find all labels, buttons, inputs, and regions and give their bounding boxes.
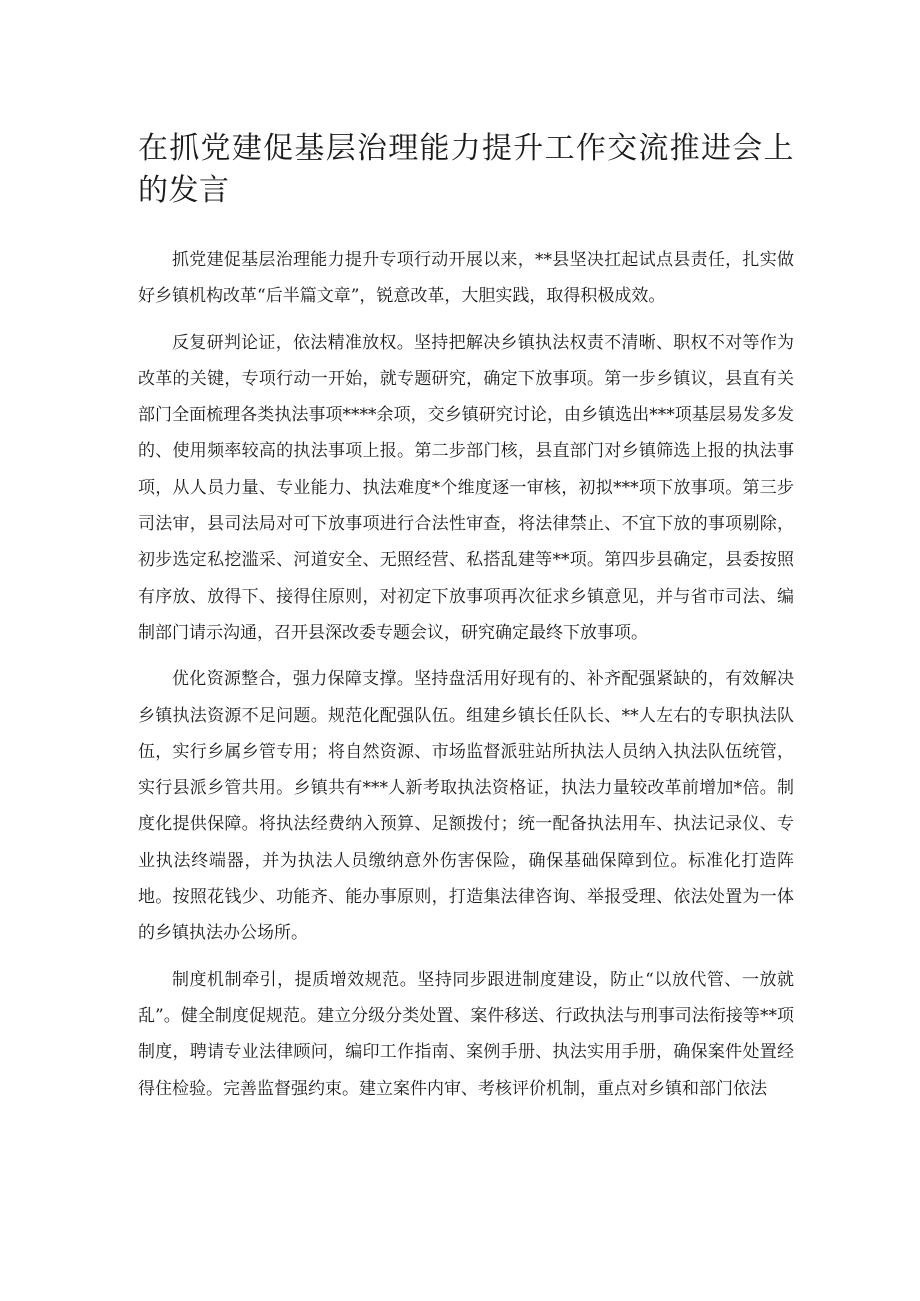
document-title: 在抓党建促基层治理能力提升工作交流推进会上的发言 xyxy=(138,131,794,208)
document-page xyxy=(138,128,794,1117)
paragraph: 反复研判论证，依法精准放权。坚持把解决乡镇执法权责不清晰、职权不对等作为改革的关键，专项行动一开始，就专题研究，确定下放事项。第一步乡镇议，县直有关部门全面梳理各类执法事项****余项，交乡镇研究讨论，由乡镇选出***项基层易发多发的、使用频率较高的执法事项上报。第二步部门核，县直部门对乡镇筛选上报的执法事项，从人员力量、专业能力、执法难度*个维度逐一审核，初拟***项下放事项。第三步司法审，县司法局对可下放事项进行合法性审查，将法律禁止、不宜下放的事项剔除，初步选定私挖滥采、河道安全、无照经营、私搭乱建等**项。第四步县确定，县委按照有序放、放得下、接得住原则，对初定下放事项再次征求乡镇意见，并与省市司法、编制部门请示沟通，召开县深改委专题会议，研究确定最终下放事项。 xyxy=(138,332,794,643)
paragraph: 抓党建促基层治理能力提升专项行动开展以来，**县坚决扛起试点县责任，扎实做好乡镇机构改革“后半篇文章”，锐意改革，大胆实践，取得积极成效。 xyxy=(138,250,794,307)
paragraph: 制度机制牵引，提质增效规范。坚持同步跟进制度建设，防止“以放代管、一放就乱”。健全制度促规范。建立分级分类处置、案件移送、行政执法与刑事司法衔接等**项制度，聘请专业法律顾问，编印工作指南、案例手册、执法实用手册，确保案件处置经得住检验。完善监督强约束。建立案件内审、考核评价机制，重点对乡镇和部门依法 xyxy=(138,969,794,1099)
paragraph: 优化资源整合，强力保障支撑。坚持盘活用好现有的、补齐配强紧缺的，有效解决乡镇执法资源不足问题。规范化配强队伍。组建乡镇长任队长、**人左右的专职执法队伍，实行乡属乡管专用；将自然资源、市场监督派驻站所执法人员纳入执法队伍统管，实行县派乡管共用。乡镇共有***人新考取执法资格证，执法力量较改革前增加*倍。制度化提供保障。将执法经费纳入预算、足额拨付；统一配备执法用车、执法记录仪、专业执法终端器，并为执法人员缴纳意外伤害保险，确保基础保障到位。标准化打造阵地。按照花钱少、功能齐、能办事原则，打造集法律咨询、举报受理、依法处置为一体的乡镇执法办公场所。 xyxy=(138,669,794,944)
document-body xyxy=(138,242,794,1107)
